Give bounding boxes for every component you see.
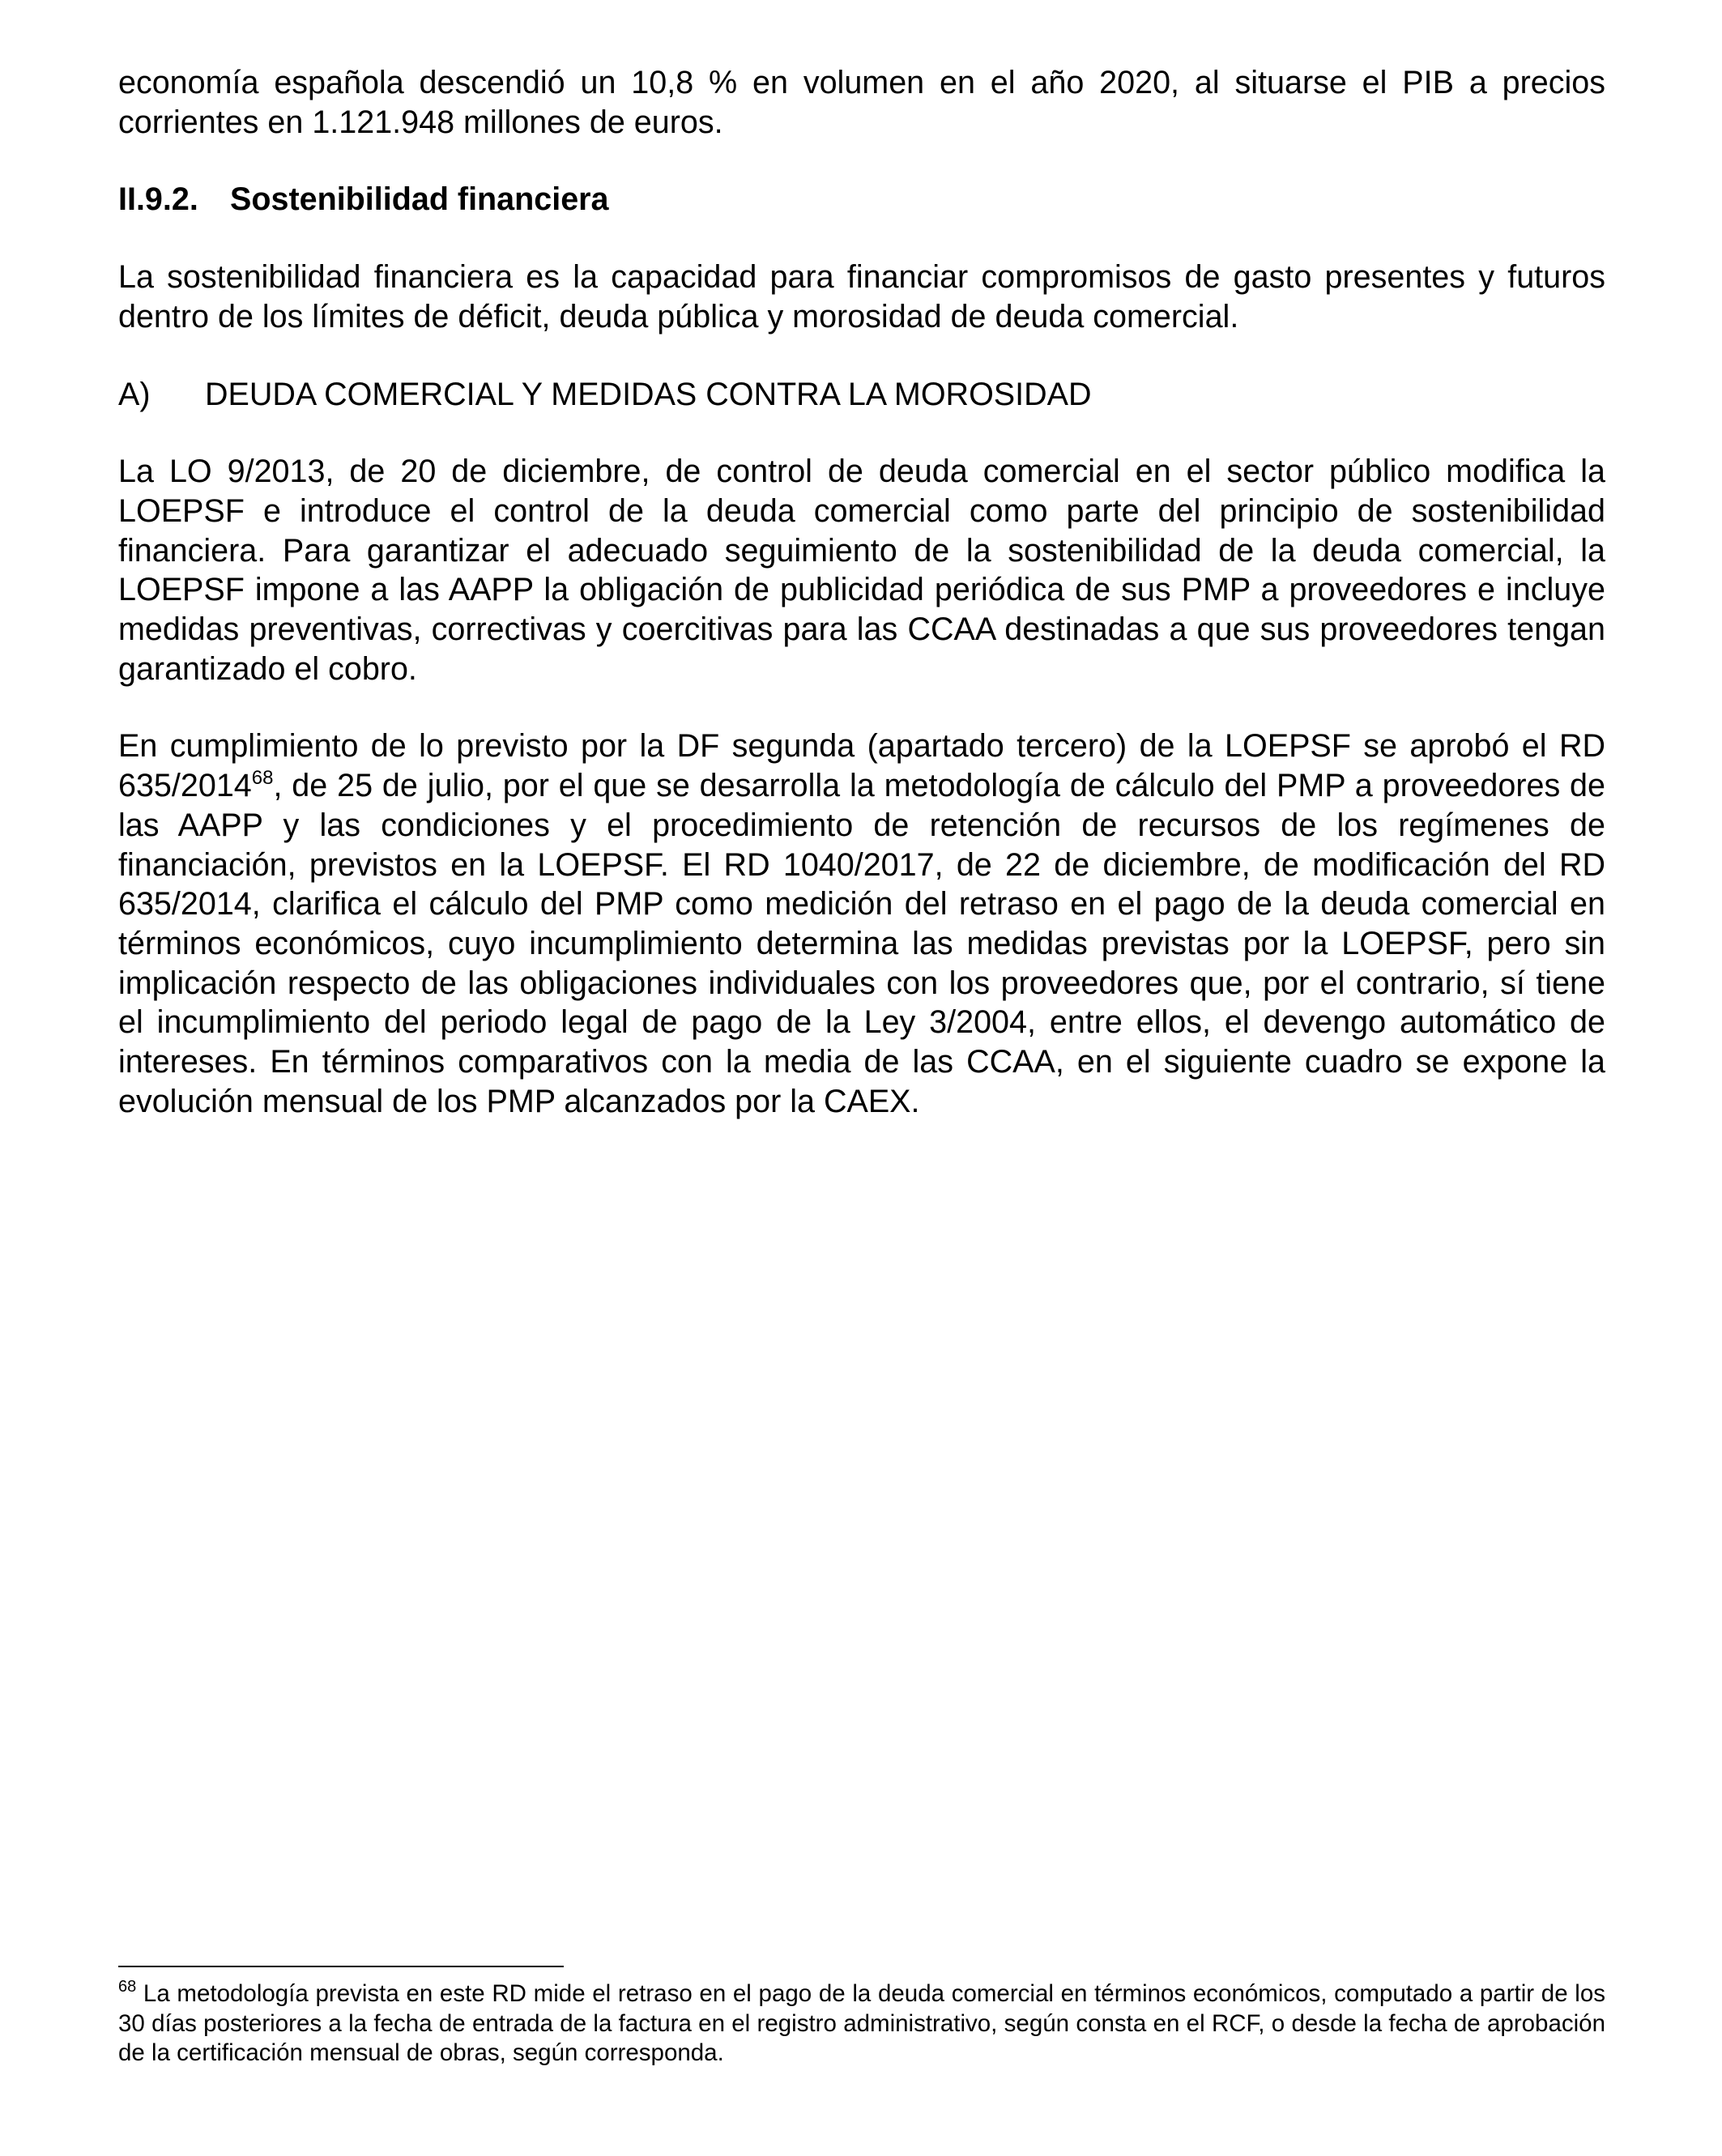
footnote-reference[interactable]: 68 xyxy=(251,767,274,790)
subsection-heading xyxy=(118,375,1605,415)
rd-paragraph xyxy=(118,726,1605,1121)
section-heading xyxy=(118,180,1605,219)
subsection-title: DEUDA COMERCIAL Y MEDIDAS CONTRA LA MOROSIDAD xyxy=(205,376,1092,412)
footnote xyxy=(118,1979,1605,2069)
footnote-number: 68 xyxy=(118,1978,137,1996)
rd-paragraph-text-start: En cumplimiento de lo previsto por la DF segunda (apartado tercero) de la LOEPSF se aprobó el RD 635/2014 xyxy=(118,728,1605,804)
document-body xyxy=(118,63,1605,1121)
section-title: Sostenibilidad financiera xyxy=(230,181,609,218)
subsection-letter: A) xyxy=(118,376,151,412)
rd-paragraph-text-end: , de 25 de julio, por el que se desarrolla la metodología de cálculo del PMP a proveedores de las AAPP y las condiciones y el procedimiento de retención de recursos de los regímenes de financiación, previstos en la LOEPSF. El RD 1040/2017, de 22 de diciembre, de modificación del RD 635/2014, clarifica el cálculo del PMP como medición del retraso en el pago de la deuda comercial en términos económicos, cuyo incumplimiento determina las medidas previstas por la LOEPSF, pero sin implicación respecto de las obligaciones individuales con los proveedores que, por el contrario, sí tiene el incumplimiento del periodo legal de pago de la Ley 3/2004, entre ellos, el devengo automático de intereses. En términos comparativos con la media de las CCAA, en el siguiente cuadro se expone la evolución mensual de los PMP alcanzados por la CAEX. xyxy=(118,768,1605,1119)
definition-paragraph: La sostenibilidad financiera es la capacidad para financiar compromisos de gasto presentes y futuros dentro de los límites de déficit, deuda pública y morosidad de deuda comercial. xyxy=(118,259,1605,334)
footnote-text: La metodología prevista en este RD mide el retraso en el pago de la deuda comercial en términos económicos, computado a partir de los 30 días posteriores a la fecha de entrada de la factura en el registro administrativo, según consta en el RCF, o desde la fecha de aprobación de la certificación mensual de obras, según corresponda. xyxy=(118,1980,1605,2066)
lo-paragraph: La LO 9/2013, de 20 de diciembre, de control de deuda comercial en el sector público modifica la LOEPSF e introduce el control de la deuda comercial como parte del principio de sostenibilidad financiera. Para garantizar el adecuado seguimiento de la sostenibilidad de la deuda comercial, la LOEPSF impone a las AAPP la obligación de publicidad periódica de sus PMP a proveedores e incluye medidas preventivas, correctivas y coercitivas para las CCAA destinadas a que sus proveedores tengan garantizado el cobro. xyxy=(118,454,1605,687)
section-number: II.9.2. xyxy=(118,181,198,218)
footnote-separator xyxy=(118,1966,564,1967)
intro-paragraph: economía española descendió un 10,8 % en volumen en el año 2020, al situarse el PIB a precios corrientes en 1.121.948 millones de euros. xyxy=(118,65,1605,140)
